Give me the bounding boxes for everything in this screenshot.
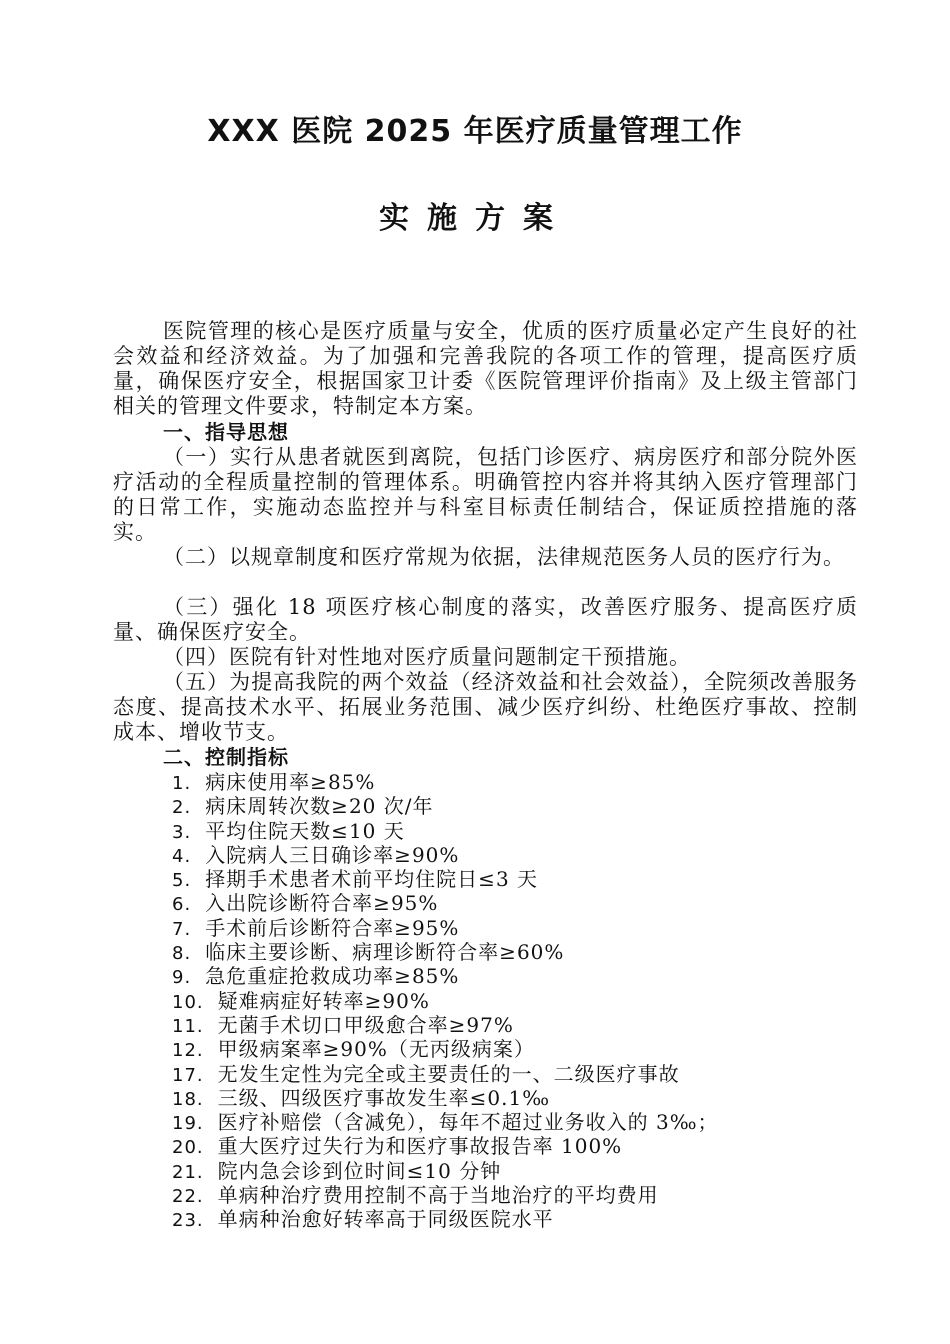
item-number: 18. (172, 1088, 204, 1110)
document-subtitle: 实施方案 (379, 201, 571, 236)
item-number: 3. (172, 821, 192, 843)
item-text: 重大医疗过失行为和医疗事故报告率 100% (217, 1134, 623, 1159)
item-number: 6. (172, 894, 192, 916)
intro-paragraph: 医院管理的核心是医疗质量与安全，优质的医疗质量必定产生良好的社会效益和经济效益。为了加强和完善我院的各项工作的管理，提高医疗质量，确保医疗安全，根据国家卫计委《医院管理评价指南》及上级主管部门相关的管理文件要求，特制定本方案。 (113, 319, 858, 418)
section-heading-guiding-ideology: 一、指导思想 (163, 420, 289, 444)
section-heading-control-indicators: 二、控制指标 (163, 745, 289, 769)
item-text: 单病种治疗费用控制不高于当地治疗的平均费用 (217, 1183, 659, 1208)
item-number: 22. (172, 1186, 204, 1208)
item-number: 9. (172, 967, 192, 989)
item-number: 4. (172, 845, 192, 867)
list-item (172, 1134, 719, 1158)
item-number: 2. (172, 797, 192, 819)
item-number: 11. (172, 1015, 204, 1037)
item-number: 19. (172, 1113, 204, 1135)
item-number: 23. (172, 1210, 204, 1232)
list-item (172, 989, 719, 1013)
item-number: 5. (172, 870, 192, 892)
item-number: 12. (172, 1040, 204, 1062)
item-text: 入出院诊断符合率≥95% (205, 891, 439, 916)
item-text: 择期手术患者术前平均住院日≤3 天 (205, 867, 539, 892)
list-item (172, 1110, 719, 1134)
list-item (172, 1037, 719, 1061)
item-text: 三级、四级医疗事故发生率≤0.1‰ (217, 1085, 551, 1110)
section1-paragraph: （五）为提高我院的两个效益（经济效益和社会效益），全院须改善服务态度、提高技术水平、拓展业务范围、减少医疗纠纷、杜绝医疗事故、控制成本、增收节支。 (113, 670, 858, 744)
item-text: 院内急会诊到位时间≤10 分钟 (217, 1158, 502, 1183)
item-text: 临床主要诊断、病理诊断符合率≥60% (205, 940, 565, 965)
list-item (172, 794, 719, 818)
list-item (172, 940, 719, 964)
item-number: 17. (172, 1064, 204, 1086)
item-text: 医疗补赔偿（含减免），每年不超过业务收入的 3‰； (217, 1110, 719, 1135)
item-text: 甲级病案率≥90%（无丙级病案） (217, 1037, 535, 1062)
section1-paragraph: （一）实行从患者就医到离院，包括门诊医疗、病房医疗和部分院外医疗活动的全程质量控制的管理体系。明确管控内容并将其纳入医疗管理部门的日常工作，实施动态监控并与科室目标责任制结合，保证质控措施的落实。 (113, 445, 858, 544)
item-text: 平均住院天数≤10 天 (205, 818, 405, 843)
item-text: 疑难病症好转率≥90% (217, 988, 430, 1013)
item-number: 7. (172, 918, 192, 940)
item-number: 10. (172, 991, 204, 1013)
item-text: 手术前后诊断符合率≥95% (205, 915, 460, 940)
item-text: 无发生定性为完全或主要责任的一、二级医疗事故 (217, 1061, 680, 1086)
section1-paragraph: （二）以规章制度和医疗常规为依据，法律规范医务人员的医疗行为。 (163, 545, 845, 569)
item-number: 21. (172, 1161, 204, 1183)
document-title: XXX 医院 2025 年医疗质量管理工作 (207, 114, 743, 149)
list-item (172, 1183, 719, 1207)
list-item (172, 1207, 719, 1231)
list-item (172, 1062, 719, 1086)
list-item (172, 819, 719, 843)
list-item (172, 891, 719, 915)
item-number: 1. (172, 773, 192, 794)
list-item (172, 843, 719, 867)
list-item (172, 964, 719, 988)
indicator-list (172, 770, 719, 1232)
list-item (172, 1013, 719, 1037)
item-number: 20. (172, 1137, 204, 1159)
item-text: 入院病人三日确诊率≥90% (205, 842, 460, 867)
list-item (172, 770, 719, 794)
section1-paragraph: （三）强化 18 项医疗核心制度的落实，改善医疗服务、提高医疗质量、确保医疗安全。 (113, 595, 858, 644)
item-text: 单病种治愈好转率高于同级医院水平 (217, 1207, 554, 1232)
list-item (172, 916, 719, 940)
item-text: 急危重症抢救成功率≥85% (205, 964, 460, 989)
item-text: 病床使用率≥85% (205, 770, 376, 794)
item-text: 病床周转次数≥20 次/年 (205, 794, 434, 819)
item-text: 无菌手术切口甲级愈合率≥97% (217, 1012, 514, 1037)
section1-paragraph: （四）医院有针对性地对医疗质量问题制定干预措施。 (163, 645, 691, 669)
list-item (172, 1086, 719, 1110)
list-item (172, 867, 719, 891)
item-number: 8. (172, 943, 192, 965)
list-item (172, 1159, 719, 1183)
